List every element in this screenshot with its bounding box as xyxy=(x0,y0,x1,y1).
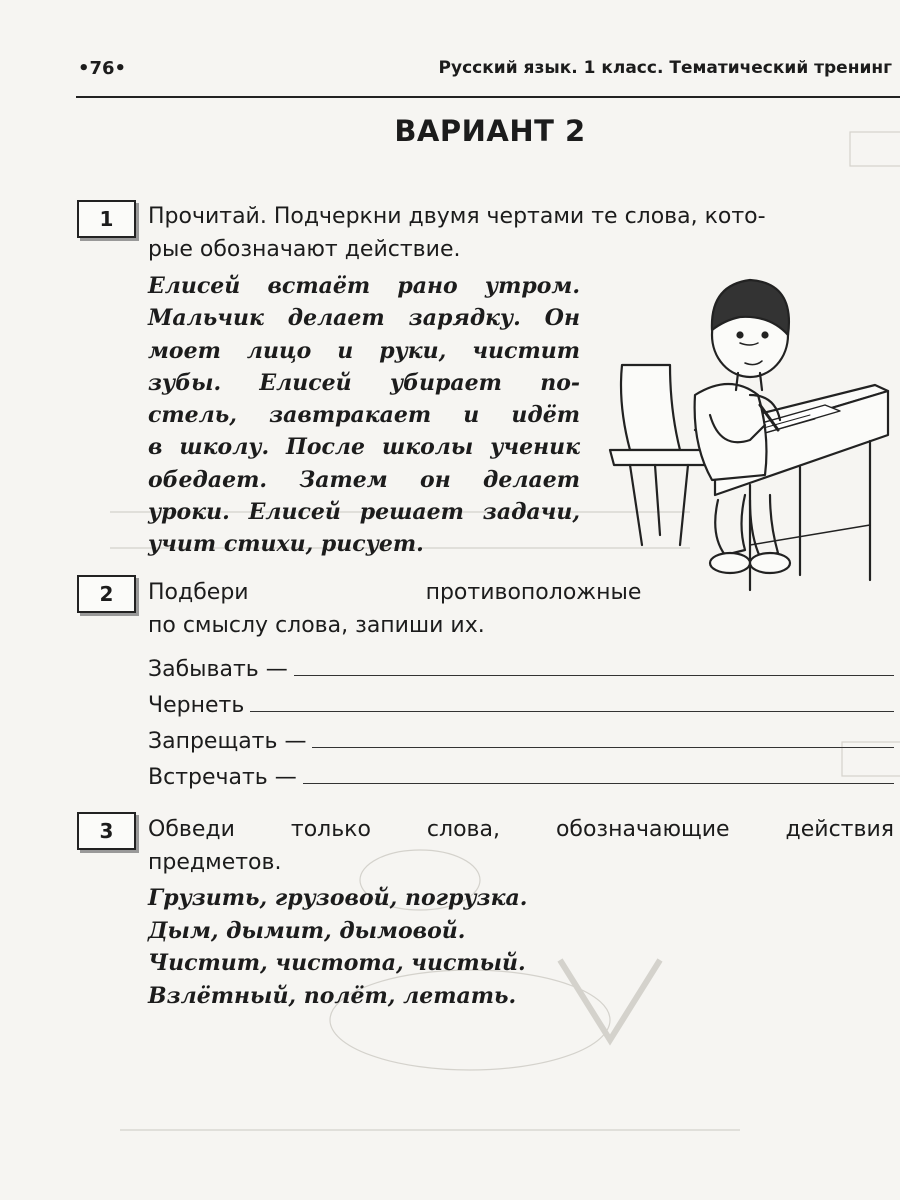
passage-line[interactable]: моет лицо и руки, чистит xyxy=(148,337,580,364)
antonym-word: Запрещать — xyxy=(148,729,307,754)
word-group[interactable]: Взлётный, полёт, летать. xyxy=(148,982,517,1009)
answer-line[interactable] xyxy=(294,674,894,676)
answer-line[interactable] xyxy=(312,746,894,748)
word-group[interactable]: Чистит, чистота, чистый. xyxy=(148,950,526,976)
antonym-row[interactable] xyxy=(148,648,894,682)
instruction-line: рые обозначают действие. xyxy=(148,237,461,262)
instruction-line: предметов. xyxy=(148,850,282,875)
passage-line[interactable]: Елисей встаёт рано утром. xyxy=(148,273,580,299)
task-2-instruction xyxy=(148,576,642,642)
variant-title: ВАРИАНТ 2 xyxy=(394,114,586,148)
task-1-number: 1 xyxy=(77,200,136,238)
answer-line[interactable] xyxy=(250,710,894,712)
passage-line[interactable]: стель, завтракает и идёт xyxy=(148,402,580,429)
passage-line[interactable]: уроки. Елисей решает задачи, xyxy=(148,499,580,526)
passage-line[interactable]: Мальчик делает зарядку. Он xyxy=(148,305,580,332)
passage-line[interactable]: учит стихи, рисует. xyxy=(148,531,424,558)
antonym-row[interactable] xyxy=(148,756,894,790)
passage-line[interactable]: зубы. Елисей убирает по- xyxy=(148,369,580,396)
header-divider xyxy=(76,96,900,98)
antonym-word: Чернеть xyxy=(148,693,245,718)
instruction-line: Обведи только слова, обозначающие действия xyxy=(148,817,894,842)
running-title: Русский язык. 1 класс. Тематический тренинг xyxy=(438,58,892,78)
task-3-word-groups xyxy=(148,882,527,1012)
antonym-word: Встречать — xyxy=(148,765,297,790)
boy-writing-at-desk-illustration xyxy=(600,245,895,600)
passage-line[interactable]: в школу. После школы ученик xyxy=(148,434,580,461)
antonym-row[interactable] xyxy=(148,684,894,718)
task-2-number: 2 xyxy=(77,575,136,613)
instruction-line xyxy=(148,576,642,609)
antonym-row[interactable] xyxy=(148,720,894,754)
instruction-line: Прочитай. Подчеркни двумя чертами те слова, кото- xyxy=(148,204,766,229)
task-3-instruction xyxy=(148,813,894,879)
page-number: •76• xyxy=(78,58,127,79)
antonym-word: Забывать — xyxy=(148,657,288,682)
task-3-number: 3 xyxy=(77,812,136,850)
task-1-passage[interactable] xyxy=(148,270,580,561)
word-group[interactable]: Грузить, грузовой, погрузка. xyxy=(148,885,528,911)
instruction-text: Подбери противоположные xyxy=(148,580,642,605)
answer-line[interactable] xyxy=(303,782,894,784)
word-group[interactable]: Дым, дымит, дымовой. xyxy=(148,917,466,944)
passage-line[interactable]: обедает. Затем он делает xyxy=(148,466,580,493)
instruction-line: по смыслу слова, запиши их. xyxy=(148,613,485,638)
